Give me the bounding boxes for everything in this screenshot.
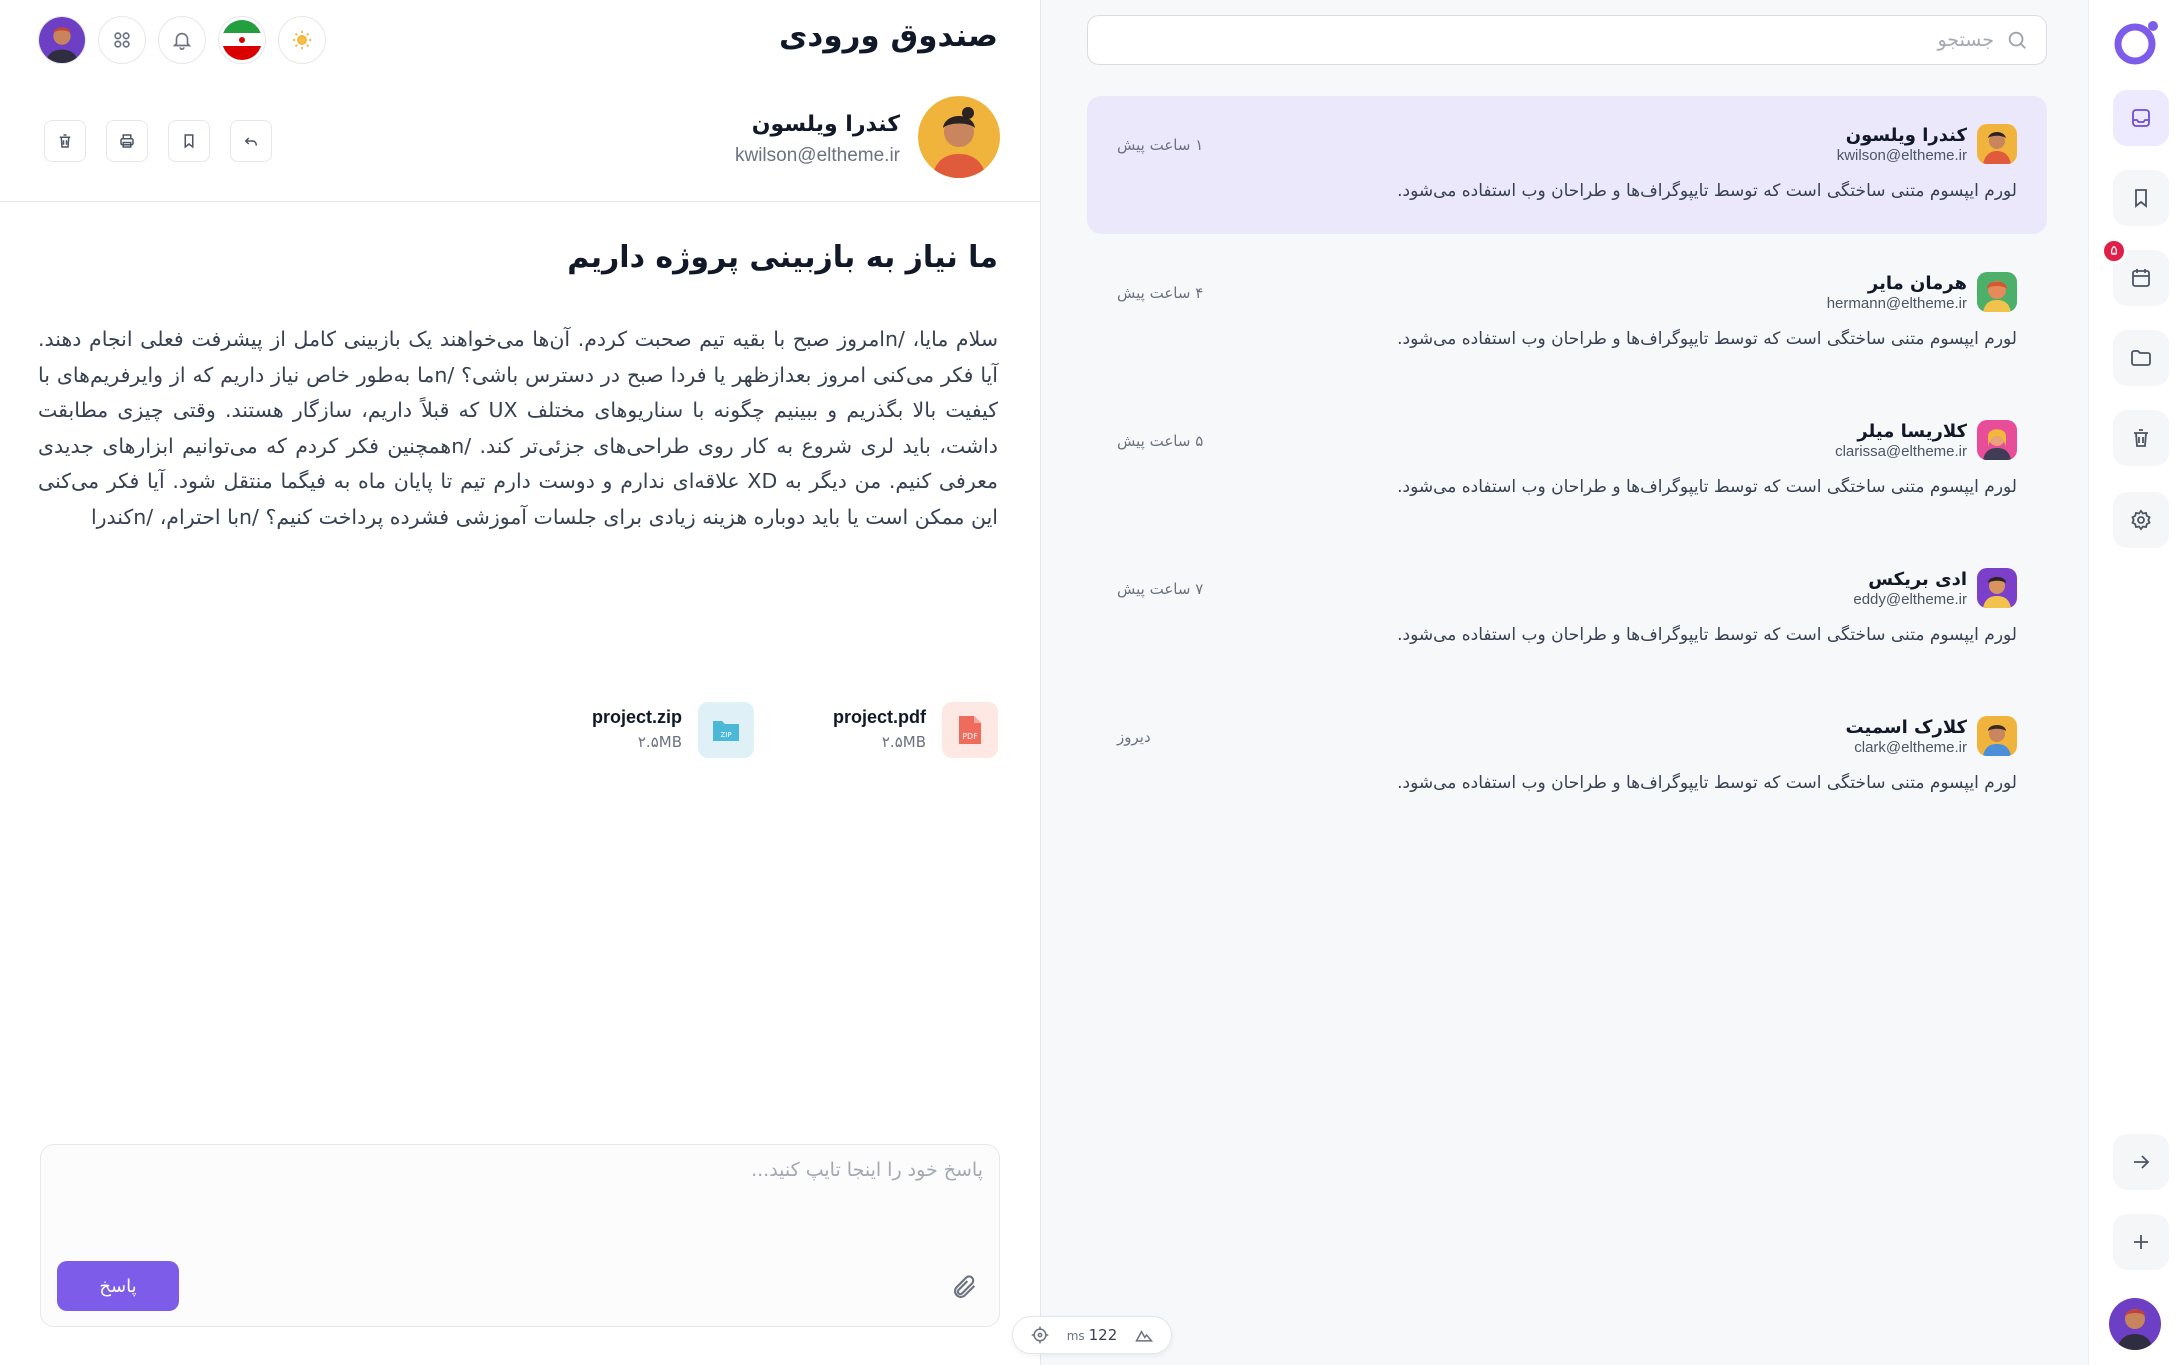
sun-icon xyxy=(291,29,313,51)
sender-name: کلاریسا میلر xyxy=(1857,421,1967,442)
mail-item[interactable] xyxy=(1087,244,2047,382)
language-button[interactable] xyxy=(218,16,266,64)
attachment-zip[interactable] xyxy=(554,702,754,758)
mail-item[interactable] xyxy=(1087,540,2047,678)
reply-arrow-button[interactable] xyxy=(230,120,272,162)
mail-preview: لورم ایپسوم متنی ساختگی است که توسط تایپوگراف‌ها و طراحان وب استفاده می‌شود. xyxy=(1397,625,2017,645)
search-icon xyxy=(2006,29,2028,51)
trash-icon xyxy=(56,132,74,150)
avatar xyxy=(1977,124,2017,164)
rail-trash-button[interactable] xyxy=(2113,410,2169,466)
reply-input[interactable] xyxy=(63,1159,983,1249)
avatar xyxy=(1977,716,2017,756)
message-body: سلام مایا، /nامروز صبح با بقیه تیم صحبت کردم. آن‌ها می‌خواهند یک بازبینی کامل از پیشرفت فعلی انجام دهند. آیا فکر می‌کنی امروز بعدازظهر یا فردا صبح در دسترس باشی؟ /nما به‌طور خاص نیاز داریم که از وایرفریم‌های با کیفیت بالا بگذریم و ببینیم چگونه با سناریوهای مختلف UX که قبلاً داریم، سازگار هستند. وقتی چیزی مطابقت داشت، باید لری شروع به کار روی طراحی‌های جزئی‌تر کند. /nهمچنین فکر کردم که می‌توانیم ابزارهای جدیدی معرفی کنیم. من دیگر به XD علاقه‌ای ندارم و دوست دارم تیم تا پایان ماه به فیگما منتقل شود. آیا فکر می‌کنی این ممکن است یا باید دوباره هزینه زیادی برای جلسات آموزشی فشرده پرداخت کنیم؟ /nبا احترام، /nکندرا xyxy=(38,327,999,529)
mail-time: ۴ ساعت پیش xyxy=(1117,284,1204,302)
message-subject: ما نیاز به بازبینی پروژه داریم xyxy=(567,240,998,275)
attachment-name: project.zip xyxy=(591,707,682,727)
avatar xyxy=(1977,272,2017,312)
mail-preview: لورم ایپسوم متنی ساختگی است که توسط تایپوگراف‌ها و طراحان وب استفاده می‌شود. xyxy=(1397,181,2017,201)
performance-bar[interactable] xyxy=(1012,1316,1172,1354)
sender-email: kwilson@eltheme.ir xyxy=(734,145,900,166)
rail-logout-button[interactable] xyxy=(2113,1134,2169,1190)
user-avatar[interactable] xyxy=(2109,1298,2161,1350)
folder-icon xyxy=(2129,346,2153,370)
crosshair-icon[interactable] xyxy=(1030,1325,1050,1345)
mail-list-pane xyxy=(1040,0,2088,1365)
attachment-size: ۲.۵MB xyxy=(881,733,926,751)
sender-email: kwilson@eltheme.ir xyxy=(1836,147,1967,164)
mail-time: دیروز xyxy=(1117,728,1151,746)
sender-avatar xyxy=(918,96,1000,178)
sender-name: هرمان مایر xyxy=(1867,273,1967,294)
theme-toggle-button[interactable] xyxy=(278,16,326,64)
nuxt-icon[interactable] xyxy=(1134,1325,1154,1345)
mail-time: ۷ ساعت پیش xyxy=(1117,580,1204,598)
bell-icon xyxy=(171,29,193,51)
sender-name: کندرا ویلسون xyxy=(751,112,900,137)
trash-icon xyxy=(2129,426,2153,450)
message-actions xyxy=(44,120,272,162)
apps-grid-icon xyxy=(111,29,133,51)
gear-icon xyxy=(2129,508,2153,532)
sender-email: hermann@eltheme.ir xyxy=(1826,295,1967,312)
apps-button[interactable] xyxy=(98,16,146,64)
avatar xyxy=(1977,420,2017,460)
mail-time: ۵ ساعت پیش xyxy=(1117,432,1204,450)
app-logo-icon[interactable] xyxy=(2111,16,2163,68)
rail-settings-button[interactable] xyxy=(2113,492,2169,548)
mail-preview: لورم ایپسوم متنی ساختگی است که توسط تایپوگراف‌ها و طراحان وب استفاده می‌شود. xyxy=(1397,773,2017,793)
plus-icon xyxy=(2129,1230,2153,1254)
rail-inbox-button[interactable] xyxy=(2113,90,2169,146)
sender-name: ادی بریکس xyxy=(1868,569,1967,590)
avatar xyxy=(1977,568,2017,608)
profile-avatar xyxy=(39,16,85,64)
iran-flag-icon xyxy=(222,20,262,60)
sender-email: eddy@eltheme.ir xyxy=(1853,591,1967,608)
rail-add-button[interactable] xyxy=(2113,1214,2169,1270)
reply-icon xyxy=(242,132,260,150)
sender-email: clarissa@eltheme.ir xyxy=(1835,443,1967,460)
attachment-pdf[interactable] xyxy=(798,702,998,758)
header-divider xyxy=(0,201,1040,202)
render-time: ms 122 xyxy=(1066,1326,1118,1344)
paperclip-icon[interactable] xyxy=(951,1273,979,1301)
reply-button[interactable]: پاسخ xyxy=(57,1261,179,1311)
profile-avatar-button[interactable] xyxy=(38,16,86,64)
mail-item[interactable] xyxy=(1087,392,2047,530)
search-input[interactable] xyxy=(1134,29,1994,51)
sender-name: کلارک اسمیت xyxy=(1845,717,1967,738)
attachment-size: ۲.۵MB xyxy=(637,733,682,751)
pdf-file-icon xyxy=(942,702,998,758)
svg-text:PDF: PDF xyxy=(962,732,978,741)
sender-email: clark@eltheme.ir xyxy=(1854,739,1967,756)
rail-calendar-button[interactable] xyxy=(2110,243,2169,306)
arrow-right-icon xyxy=(2129,1150,2153,1174)
svg-text:ZIP: ZIP xyxy=(720,731,732,739)
calendar-icon xyxy=(2129,266,2153,290)
rail-bookmark-button[interactable] xyxy=(2113,170,2169,226)
delete-button[interactable] xyxy=(44,120,86,162)
mail-time: ۱ ساعت پیش xyxy=(1117,136,1204,154)
icon-rail xyxy=(2088,0,2184,1365)
notifications-button[interactable] xyxy=(158,16,206,64)
sender-name: کندرا ویلسون xyxy=(1845,125,1967,146)
bookmark-icon xyxy=(2129,186,2153,210)
print-button[interactable] xyxy=(106,120,148,162)
search-bar[interactable] xyxy=(1087,15,2047,65)
user-avatar-image xyxy=(2109,1298,2161,1350)
rail-folder-button[interactable] xyxy=(2113,330,2169,386)
bookmark-button[interactable] xyxy=(168,120,210,162)
top-toolbar xyxy=(38,16,326,64)
mail-item[interactable] xyxy=(1087,96,2047,234)
inbox-icon xyxy=(2129,106,2153,130)
attachment-name: project.pdf xyxy=(833,707,926,727)
bookmark-icon xyxy=(180,132,198,150)
reply-composer xyxy=(40,1144,1000,1327)
page-title: صندوق ورودی xyxy=(779,18,998,54)
mail-preview: لورم ایپسوم متنی ساختگی است که توسط تایپوگراف‌ها و طراحان وب استفاده می‌شود. xyxy=(1397,329,2017,349)
reading-pane xyxy=(0,0,1040,1365)
zip-file-icon xyxy=(698,702,754,758)
printer-icon xyxy=(118,132,136,150)
notification-badge: ۵ xyxy=(2101,238,2127,264)
mail-item[interactable] xyxy=(1087,688,2047,826)
mail-preview: لورم ایپسوم متنی ساختگی است که توسط تایپوگراف‌ها و طراحان وب استفاده می‌شود. xyxy=(1397,477,2017,497)
